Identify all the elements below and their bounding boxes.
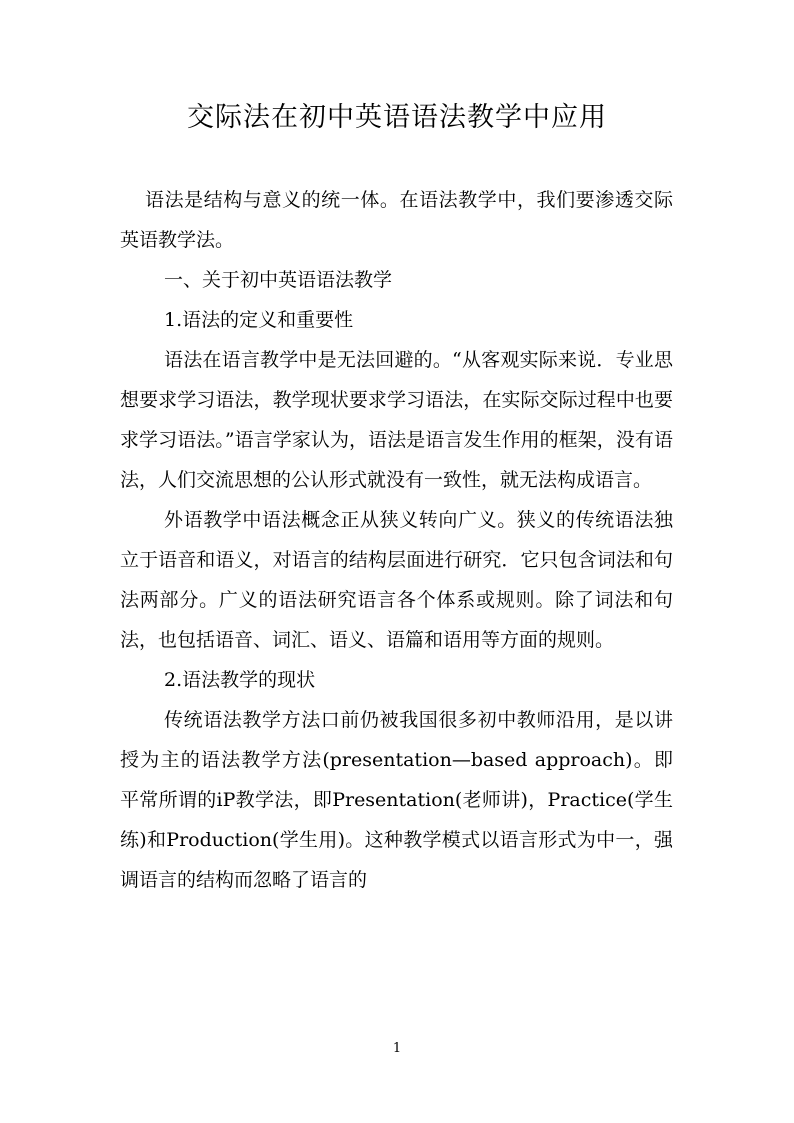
document-title: 交际法在初中英语语法教学中应用	[187, 102, 607, 133]
paragraph-teaching-status: 传统语法教学方法口前仍被我国很多初中教师沿用，是以讲授为主的语法教学方法(presentation—based approach)。即平常所谓的iP教学法，即Presentation(老师讲)，Practice(学生练)和Production(学生用)。这种教学模式以语言形式为中一，强调语言的结构而忽略了语言的	[120, 709, 673, 891]
section-heading-1: 一、关于初中英语语法教学	[164, 269, 393, 291]
subsection-heading-1-1: 1.语法的定义和重要性	[164, 309, 354, 331]
page-number: 1	[392, 1041, 402, 1056]
paragraph-intro: 语法是结构与意义的统一体。在语法教学中，我们要渗透交际英语教学法。	[120, 189, 673, 251]
document-body	[120, 180, 673, 900]
paragraph-grammar-concept: 外语教学中语法概念正从狭义转向广义。狭义的传统语法独立于语音和语义，对语言的结构层面进行研究．它只包含词法和句法两部分。广义的语法研究语言各个体系或规则。除了词法和句法，也包括语音、词汇、语义、语篇和语用等方面的规则。	[120, 509, 673, 651]
paragraph-grammar-importance: 语法在语言教学中是无法回避的。“从客观实际来说．专业思想要求学习语法，教学现状要求学习语法，在实际交际过程中也要求学习语法。”语言学家认为，语法是语言发生作用的框架，没有语法，人们交流思想的公认形式就没有一致性，就无法构成语言。	[120, 349, 673, 491]
subsection-heading-1-2: 2.语法教学的现状	[164, 669, 316, 691]
